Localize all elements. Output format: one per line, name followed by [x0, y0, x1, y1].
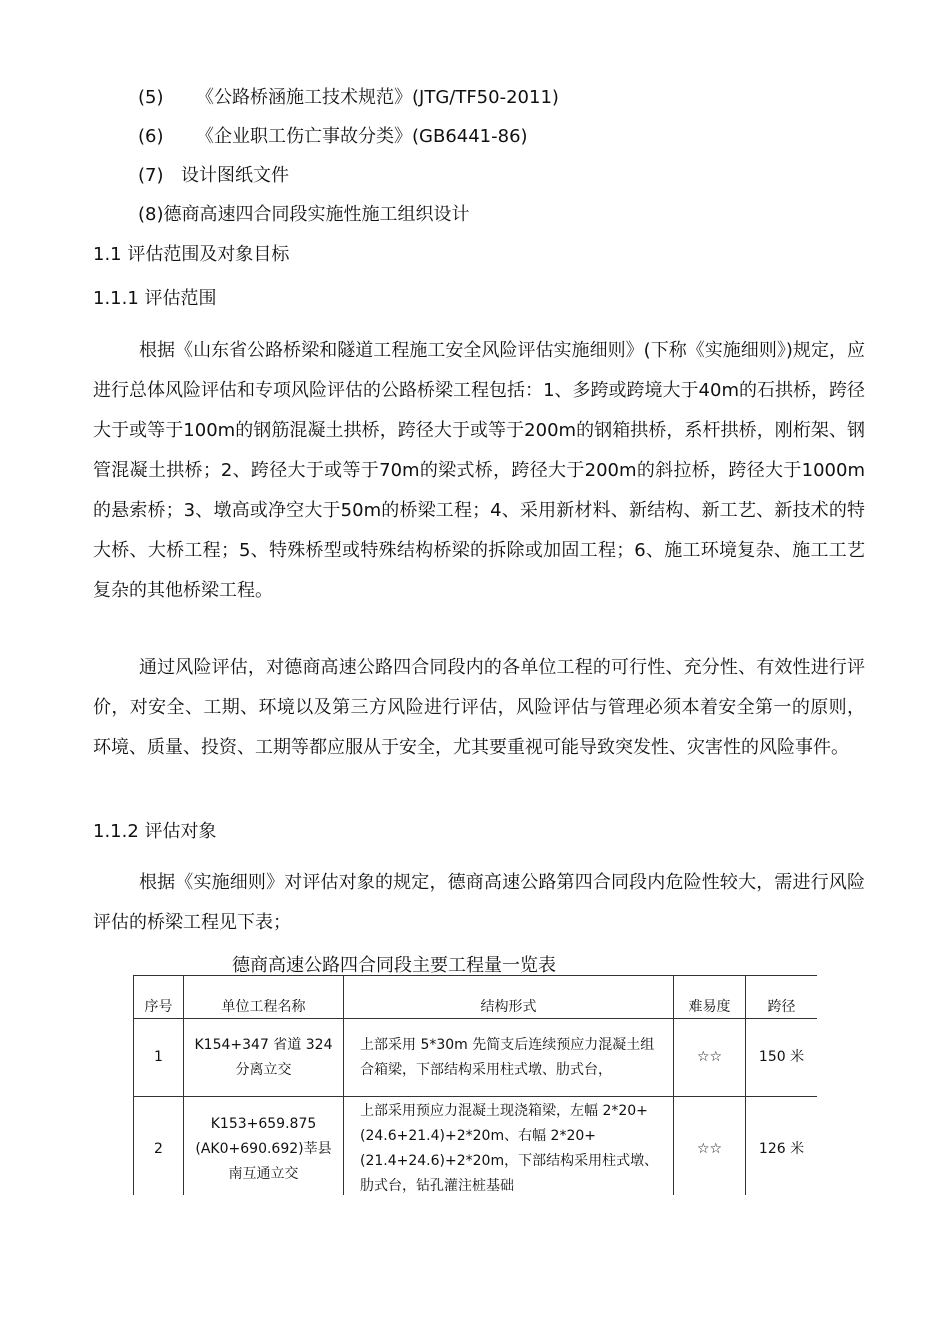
table-row [134, 1097, 818, 1196]
reference-text: 《公路桥涵施工技术规范》(JTG/TF50-2011) [196, 87, 559, 108]
cell-structure: 上部采用预应力混凝土现浇箱梁，左幅 2*20+(24.6+21.4)+2*20m、右幅 2*20+(21.4+24.6)+2*20m，下部结构采用柱式墩、肋式台，钻孔灌注桩基础 [344, 1097, 674, 1196]
project-table [133, 975, 817, 1195]
reference-text: 《企业职工伤亡事故分类》(GB6441-86) [196, 126, 528, 147]
paragraph-scope: 根据《山东省公路桥梁和隧道工程施工安全风险评估实施细则》(下称《实施细则》)规定，应进行总体风险评估和专项风险评估的公路桥梁工程包括：1、多跨或跨境大于40m的石拱桥，跨径大于或等于100m的钢筋混凝土拱桥，跨径大于或等于200m的钢箱拱桥，系杆拱桥，刚桁架、钢管混凝土拱桥；2、跨径大于或等于70m的梁式桥，跨径大于200m的斜拉桥，跨径大于1000m的悬索桥；3、墩高或净空大于50m的桥梁工程；4、采用新材料、新结构、新工艺、新技术的特大桥、大桥工程；5、特殊桥型或特殊结构桥梁的拆除或加固工程；6、施工环境复杂、施工工艺复杂的其他桥梁工程。 [93, 340, 865, 601]
paragraph-evaluation: 通过风险评估，对德商高速公路四合同段内的各单位工程的可行性、充分性、有效性进行评价，对安全、工期、环境以及第三方风险进行评估，风险评估与管理必须本着安全第一的原则，环境、质量、投资、工期等都应服从于安全，尤其要重视可能导致突发性、灾害性的风险事件。 [93, 657, 865, 758]
cell-no: 1 [134, 1019, 184, 1097]
table-row [134, 1019, 818, 1097]
section-heading-1-1: 1.1 评估范围及对象目标 [93, 244, 290, 265]
cell-name: K153+659.875 (AK0+690.692)莘县南互通立交 [184, 1097, 344, 1196]
cell-no: 2 [134, 1097, 184, 1196]
reference-item-8: (8)德商高速四合同段实施性施工组织设计 [138, 204, 470, 225]
cell-span: 126 米 [746, 1097, 818, 1196]
cell-difficulty: ☆☆ [674, 1019, 746, 1097]
header-name: 单位工程名称 [184, 976, 344, 1019]
cell-span: 150 米 [746, 1019, 818, 1097]
cell-difficulty: ☆☆ [674, 1097, 746, 1196]
reference-number: (6) [138, 126, 164, 147]
header-span: 跨径 [746, 976, 818, 1019]
header-difficulty: 难易度 [674, 976, 746, 1019]
cell-name: K154+347 省道 324 分离立交 [184, 1019, 344, 1097]
paragraph-objects: 根据《实施细则》对评估对象的规定，德商高速公路第四合同段内危险性较大，需进行风险评估的桥梁工程见下表； [93, 872, 865, 933]
header-structure: 结构形式 [344, 976, 674, 1019]
reference-item-5 [138, 86, 559, 110]
table-caption: 德商高速公路四合同段主要工程量一览表 [232, 955, 556, 976]
cell-structure: 上部采用 5*30m 先简支后连续预应力混凝土组合箱梁，下部结构采用柱式墩、肋式台， [344, 1019, 674, 1097]
reference-text: 设计图纸文件 [181, 165, 289, 186]
reference-number: (7) [138, 165, 164, 186]
header-no: 序号 [134, 976, 184, 1019]
table-container [133, 975, 817, 1195]
table-header-row [134, 976, 818, 1019]
section-heading-1-1-1: 1.1.1 评估范围 [93, 288, 217, 309]
reference-item-7 [138, 164, 289, 188]
reference-item-6 [138, 125, 528, 149]
reference-number: (5) [138, 87, 164, 108]
section-heading-1-1-2: 1.1.2 评估对象 [93, 821, 217, 842]
